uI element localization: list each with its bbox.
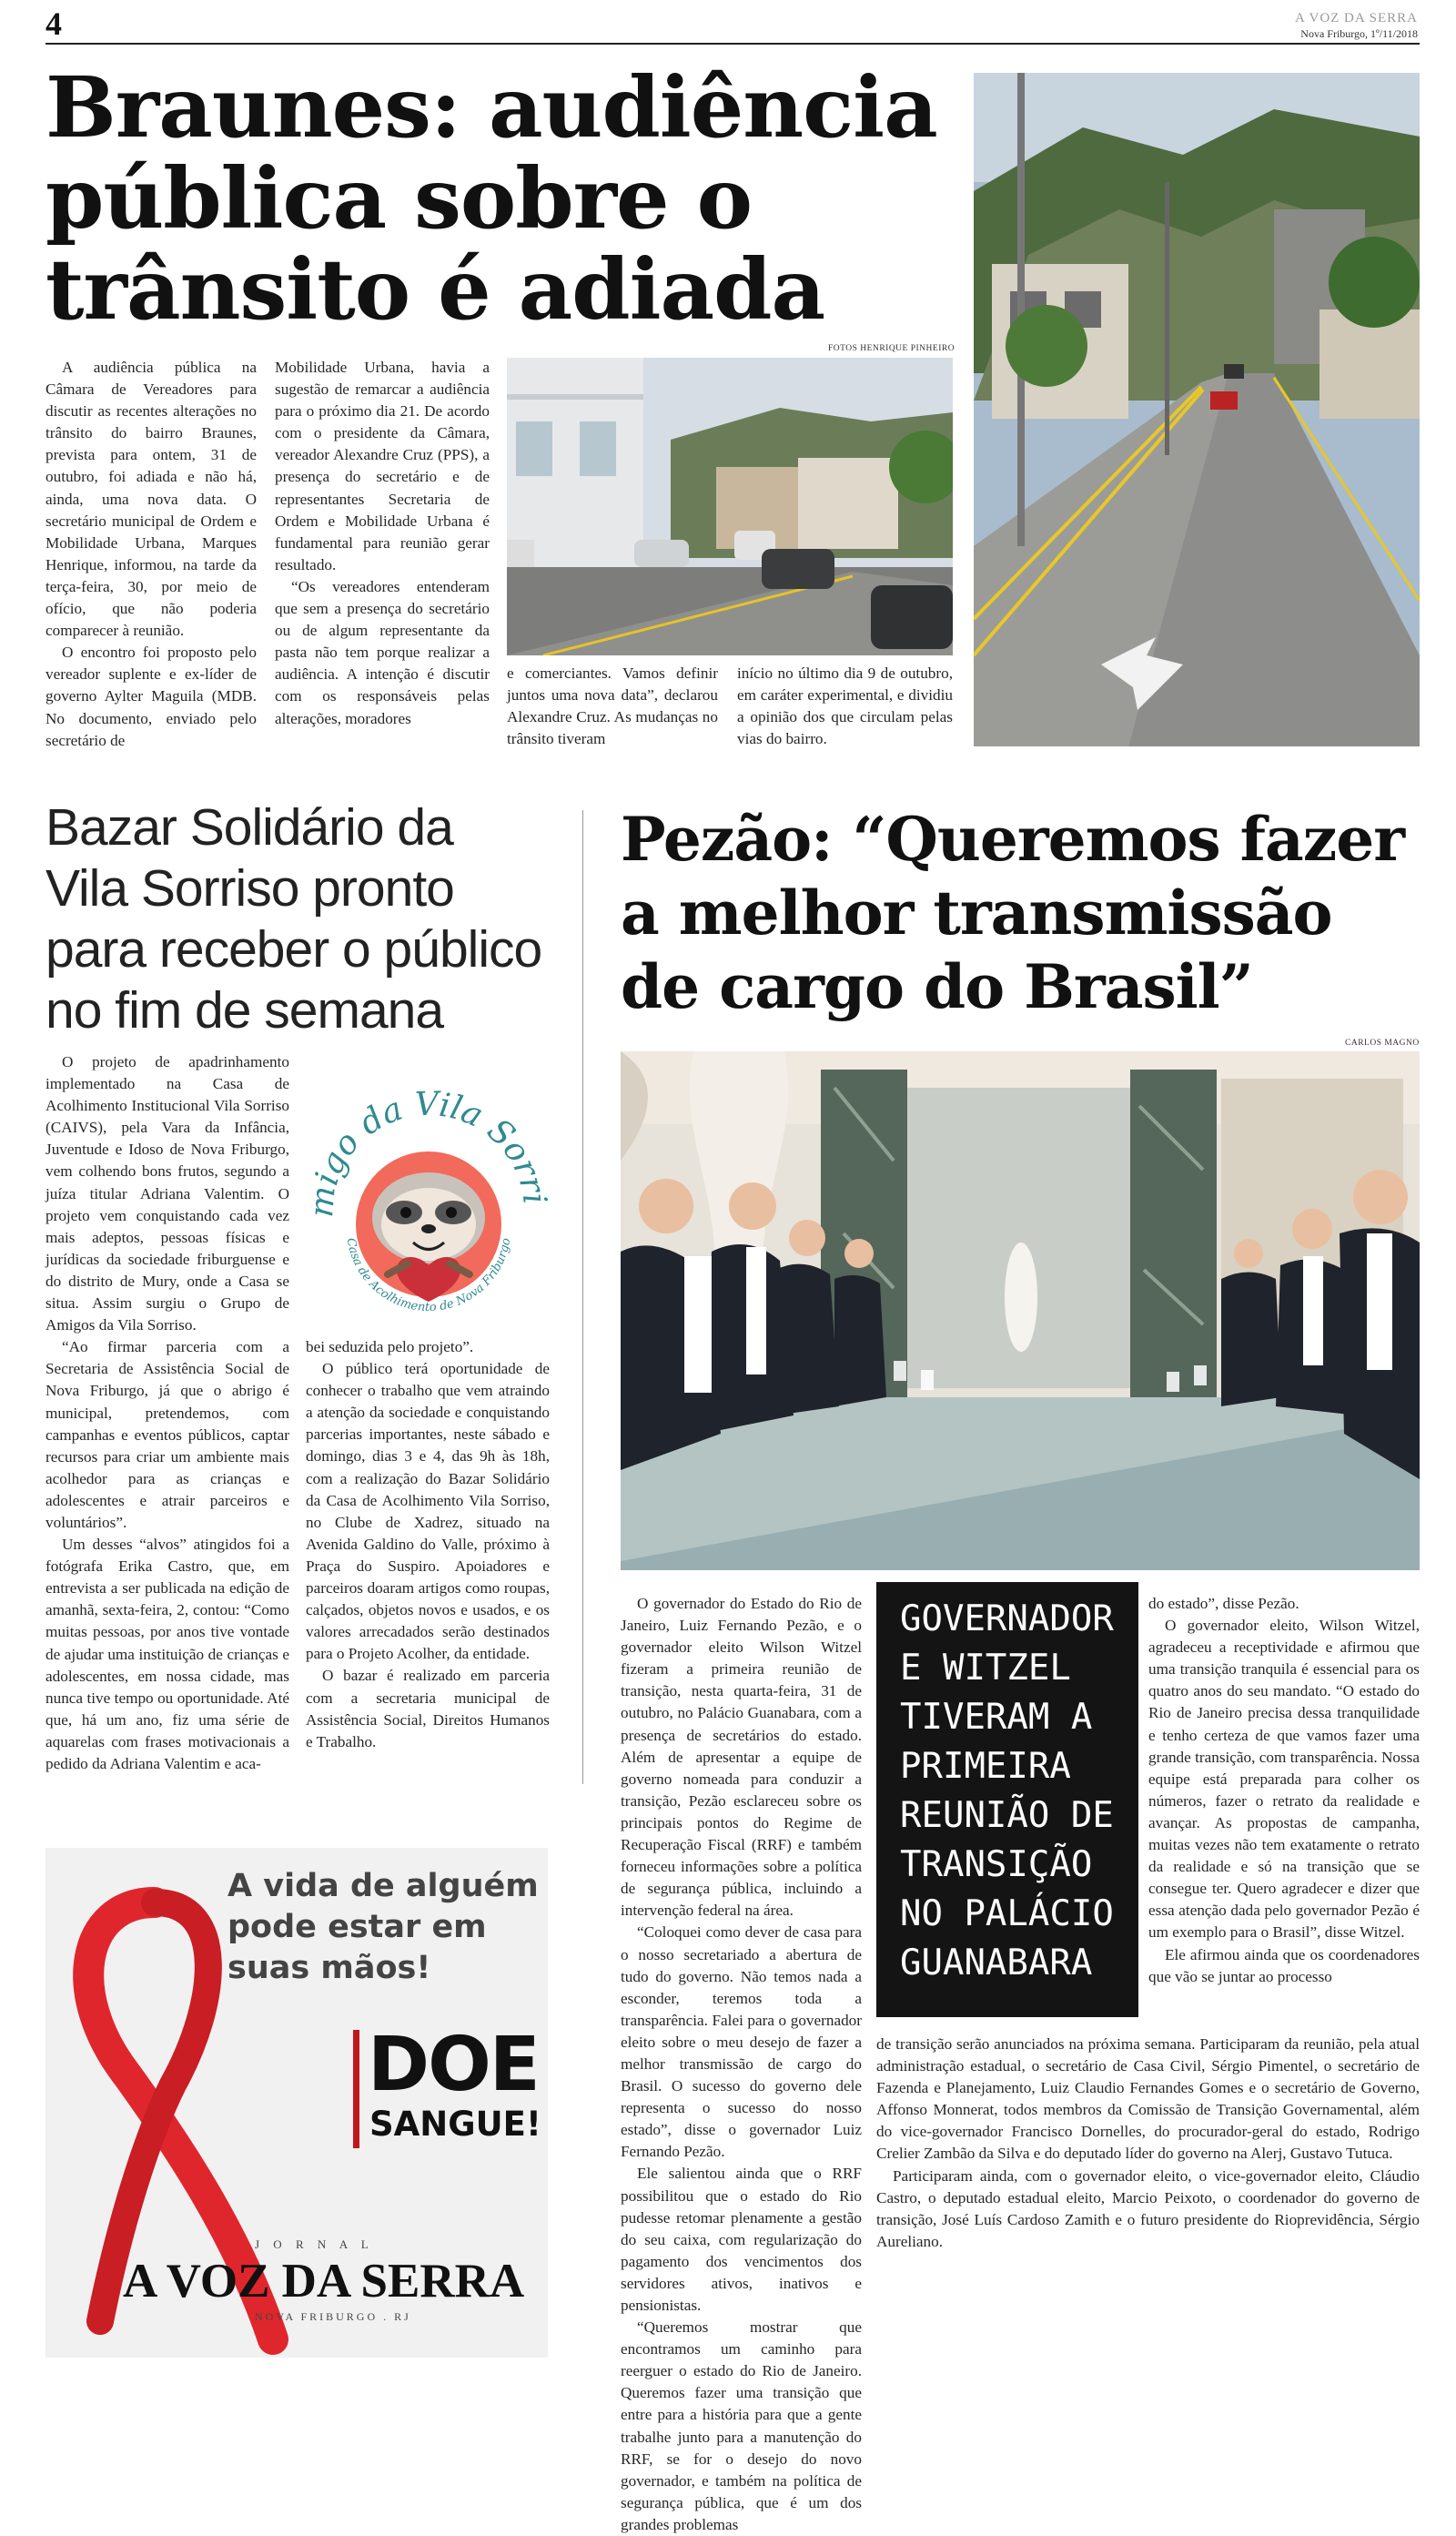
pezao-col-2-bottom	[876, 2034, 1420, 2253]
pezao-col1-par-4: “Queremos mostrar que encontramos um caminho para reerguer o estado do Rio de Janeiro. Queremos fazer uma transição que entre para a história para que a gente trabalhe junto para a manutenção do RRF, se for o desejo do novo governador, e também na política de segurança pública, que é um dos grandes problemas	[621, 2318, 862, 2533]
pezao-headline	[621, 803, 1421, 1024]
braunes-col2-par-2: “Os vereadores entenderam que sem a presença do secretário ou de algum representante da pasta não tem porque realizar a audiência. A intenção é discutir com os responsáveis pelas alterações, moradores	[275, 577, 490, 727]
braunes-headline-line-2: pública sobre o	[46, 149, 752, 248]
pezao-col-1	[621, 1593, 862, 2536]
braunes-col-1	[46, 357, 257, 752]
braunes-col-3	[507, 663, 718, 750]
logo-top-text: migo da Vila Sorri	[306, 1085, 551, 1219]
pezao-col2-par-3: Ele afirmou ainda que os coordenadores que vão se juntar ao processo	[1148, 1945, 1420, 1985]
bazar-col2-par-3: O bazar é realizado em parceria com a secretaria municipal de Assistência Social, Direitos Humanos e Trabalho.	[306, 1667, 550, 1750]
pullquote-line-6: TRANSIÇÃO	[900, 1844, 1093, 1885]
pullquote-text	[900, 1595, 1127, 1988]
bazar-col-2	[306, 1336, 550, 1753]
dateline: Nova Friburgo, 1º/11/2018	[1300, 27, 1418, 40]
logo-bottom-text: Casa de Acolhimento de Nova Friburgo	[343, 1236, 514, 1315]
pezao-col1-par-2: “Coloquei como dever de casa para o nosso secretariado a abertura de tudo do governo. Não temos nada a esconder, teremos toda a transparência. Falei para o governador eleito sobre o meu desejo de fazer a melhor transmissão de cargo do Brasil. O sucesso do governo dele representa o sucesso do nosso estado”, disse o governador Luiz Fernando Pezão.	[621, 1923, 862, 2161]
pullquote-line-8: GUANABARA	[900, 1943, 1093, 1983]
ad-tagline-line-3: suas mãos!	[228, 1950, 431, 1986]
braunes-col1-par-1: A audiência pública na Câmara de Vereadores para discutir as recentes alterações no trânsito do bairro Braunes, prevista para ontem, 31 de outubro, foi adiada e não há, ainda, uma nova data. O secretário municipal de Ordem e Mobilidade Urbana, Marques Henrique, informou, na tarde da terça-feira, 30, por meio de ofício, que não poderia comparecer à reunião.	[46, 359, 257, 640]
pezao-headline-line-2: a melhor transmissão	[621, 877, 1332, 948]
braunes-col1-par-2: O encontro foi proposto pelo vereador suplente e ex-líder de governo Aylter Maguila (MDB. No documento, enviado pelo secretário de	[46, 644, 257, 749]
pezao-photo-credit: CARLOS MAGNO	[1345, 1039, 1420, 1048]
pezao-col2-par-5: Participaram ainda, com o governador eleito, o vice-governador eleito, Cláudio Castro, o deputado estadual eleito, Marcio Peixoto, o coordenador do governo de transição, José Luís Cardoso Zamith e o futuro presidente do Rioprevidência, Sérgio Aureliano.	[876, 2166, 1420, 2250]
ad-red-bar	[353, 2030, 359, 2148]
braunes-col3-par-1: e comerciantes. Vamos definir juntos uma nova data”, declarou Alexandre Cruz. As mudanças no trânsito tiveram	[507, 664, 718, 748]
braunes-traffic-photo	[507, 358, 953, 655]
braunes-col-4	[737, 663, 953, 750]
page-number: 4	[46, 5, 62, 42]
pullquote-line-7: NO PALÁCIO	[900, 1893, 1114, 1934]
braunes-headline-line-3: trânsito é adiada	[46, 240, 825, 339]
ad-city: NOVA FRIBURGO . RJ	[255, 2310, 411, 2323]
ad-brand: A VOZ DA SERRA	[123, 2255, 525, 2308]
braunes-col2-par-1: Mobilidade Urbana, havia a sugestão de remarcar a audiência para o próximo dia 21. De acordo com o presidente da Câmara, vereador Alexandre Cruz (PPS), a presença do secretário e de representantes Secretaria de Ordem e Mobilidade Urbana é fundamental para reunião gerar resultado.	[275, 359, 490, 573]
bazar-col2-par-1: bei seduzida pelo projeto”.	[306, 1338, 474, 1355]
braunes-photo-credit: FOTOS HENRIQUE PINHEIRO	[828, 344, 956, 353]
vila-sorriso-logo	[306, 1056, 551, 1329]
pezao-pullquote	[876, 1582, 1138, 2017]
ad-sangue: SANGUE!	[369, 2105, 541, 2144]
pezao-col2-par-2: O governador eleito, Wilson Witzel, agradeceu a receptividade e afirmou que uma transição tranquila é essencial para os quatro anos do seu mandato. “O estado do Rio de Janeiro precisa dessa tranquilidade e tenho certeza de que vamos fazer uma grande transição, com transparência. Nossa equipe está preparada para colher os números, fazer o retrato da realidade e avançar. As propostas de campanha, muitas vezes não tem exatamente o retrato da realidade e só na transição que se consegue ter. Quero agradecer e dizer que essa atenção dada pelo governador Pezão é um exemplo para o Brasil”, disse Witzel.	[1148, 1617, 1420, 1942]
bazar-headline	[46, 797, 573, 1041]
pezao-headline-line-1: Pezão: “Queremos fazer	[621, 804, 1405, 875]
ad-doe: DOE	[368, 2022, 539, 2108]
pezao-col-2-top	[1148, 1593, 1420, 1988]
braunes-street-photo	[974, 73, 1420, 746]
bazar-headline-line-1: Bazar Solidário da	[46, 798, 453, 857]
braunes-col-2	[275, 357, 490, 730]
header-rule	[46, 43, 1420, 45]
column-divider	[582, 810, 583, 1784]
ad-jornal: J O R N A L	[255, 2237, 374, 2251]
braunes-col4-par-1: início no último dia 9 de outubro, em caráter experimental, e dividiu a opinião dos que circulam pelas vias do bairro.	[737, 664, 953, 748]
braunes-headline	[46, 58, 956, 339]
meeting-photo	[621, 1051, 1420, 1570]
bazar-headline-line-4: no fim de semana	[46, 981, 444, 1040]
pezao-col1-par-3: Ele salientou ainda que o RRF possibilitou que o estado do Rio pudesse retomar plenamente a gestão do seu caixa, com regularização do pagamento dos vencimentos dos servidores ativos, inativos e pensionistas.	[621, 2165, 862, 2314]
bazar-headline-line-3: para receber o público	[46, 920, 542, 979]
blood-donation-ad	[46, 1848, 548, 2358]
pezao-headline-line-3: de cargo do Brasil”	[621, 951, 1253, 1022]
bazar-col-1	[46, 1051, 289, 1775]
pullquote-line-5: REUNIÃO DE	[900, 1795, 1114, 1836]
pezao-col2-par-1: do estado”, disse Pezão.	[1148, 1595, 1299, 1612]
pezao-col2-par-4: de transição serão anunciados na próxima semana. Participaram da reunião, pela atual administração estadual, o secretário de Casa Civil, Sérgio Pimentel, o secretário de Fazenda e Planejamento, Luiz Claudio Fernandes Gomes e o secretário de Governo, Affonso Monnerat, todos membros da Comissão de Transição Governamental, além do vice-governador Francisco Dornelles, do procurador-geral do estado, Rodrigo Crelier Zambão da Silva e do deputado líder do governo na Alerj, Gustavo Tutuca.	[876, 2035, 1420, 2163]
bazar-headline-line-2: Vila Sorriso pronto	[46, 859, 454, 918]
masthead-small: A VOZ DA SERRA	[1295, 11, 1418, 25]
pezao-col1-par-1: O governador do Estado do Rio de Janeiro, Luiz Fernando Pezão, e o governador eleito Wilson Witzel fizeram a primeira reunião de transição, nesta quarta-feira, 31 de outubro, no Palácio Guanabara, com a presença de secretários do estado. Além de apresentar a equipe de governo nomeada para conduzir a transição, Pezão esclareceu sobre os principais pontos do Regime de Recuperação Fiscal (RRF) e também forneceu informações sobre a política de segurança pública, incluindo a intervenção federal na área.	[621, 1595, 862, 1920]
bazar-col1-par-1: O projeto de apadrinhamento implementado na Casa de Acolhimento Institucional Vila Sorriso (CAIVS), pela Vara da Infância, Juventude e Idoso de Nova Friburgo, vem colhendo bons frutos, segundo a juíza titular Adriana Valentim. O projeto vem conquistando cada vez mais adeptos, pessoas físicas e jurídicas da sociedade friburguense e do distrito de Mury, onde a Casa se situa. Assim surgiu o Grupo de Amigos da Vila Sorriso.	[46, 1053, 289, 1334]
ad-tagline-line-2: pode estar em	[228, 1909, 487, 1945]
braunes-headline-line-1: Braunes: audiência	[46, 58, 937, 157]
bazar-col1-par-3: Um desses “alvos” atingidos foi a fotógrafa Erika Castro, que, em entrevista a ser publicada na edição de amanhã, sexta-feira, 2, contou: “Como muitas pessoas, por anos tive vontade de ajudar uma instituição de crianças e adolescentes, em nossa cidade, mas nunca tive tempo ou oportunidade. Até que, há um ano, fiz uma série de aquarelas com frases motivacionais a pedido da Adriana Valentim e aca-	[46, 1536, 289, 1772]
bazar-col1-par-2: “Ao firmar parceria com a Secretaria de Assistência Social de Nova Friburgo, já que o abrigo é municipal, pretendemos, com campanhas e eventos públicos, captar recursos para criar um ambiente mais acolhedor para as crianças e adolescentes e atrair parceiros e voluntários”.	[46, 1338, 289, 1531]
pullquote-line-2: E WITZEL	[900, 1648, 1071, 1689]
ad-tagline-line-1: A vida de alguém	[228, 1868, 539, 1904]
pullquote-line-3: TIVERAM A	[900, 1697, 1093, 1738]
pullquote-line-4: PRIMEIRA	[900, 1746, 1071, 1787]
pullquote-line-1: GOVERNADOR	[900, 1598, 1114, 1639]
ad-tagline	[228, 1866, 539, 1989]
bazar-col2-par-2: O público terá oportunidade de conhecer o trabalho que vem atraindo a atenção da sociedade e conquistando parcerias importantes, neste sábado e domingo, dias 3 e 4, das 9h às 18h, com a realização do Bazar Solidário da Casa de Acolhimento Vila Sorriso, no Clube de Xadrez, situado na Avenida Galdino do Valle, próximo à Praça do Suspiro. Apoiadores e parceiros doaram artigos como roupas, calçados, objetos novos e usados, e os valores arrecadados serão destinados para o Projeto Acolher, da entidade.	[306, 1360, 550, 1663]
